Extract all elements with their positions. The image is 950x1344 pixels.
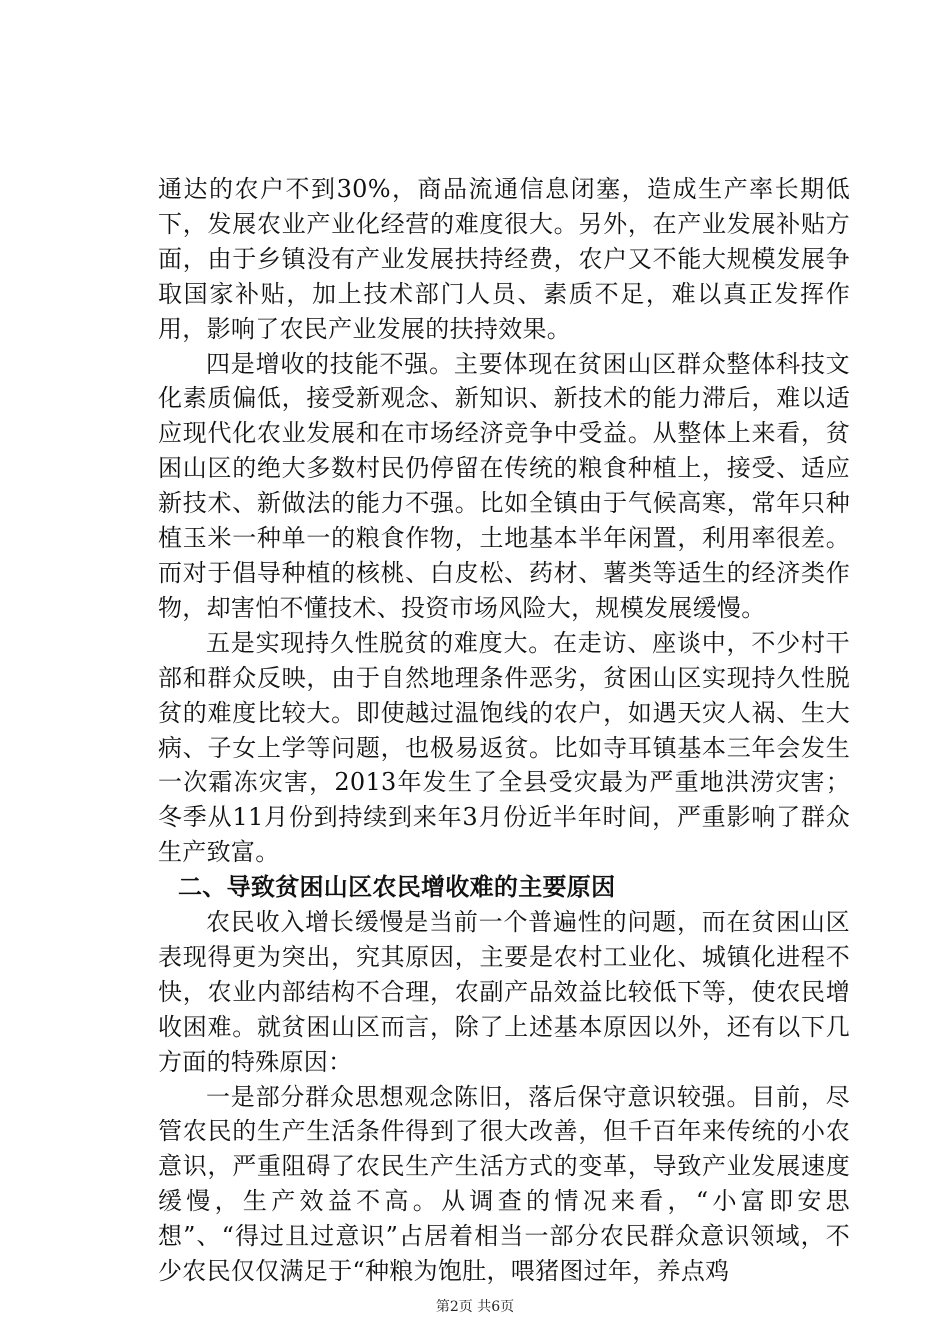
paragraph-poverty-return: 五是实现持久性脱贫的难度大。在走访、座谈中，不少村干部和群众反映，由于自然地理条件恶劣，贫困山区实现持久性脱贫的难度比较大。即使越过温饱线的农户，如遇天灾人祸、生大病、子女上学等问题，也极易返贫。比如寺耳镇基本三年会发生一次霜冻灾害，2013年发生了全县受灾最为严重地洪涝灾害；冬季从11月份到持续到来年3月份近半年时间，严重影响了群众生产致富。 <box>158 628 850 867</box>
paragraph-continuation: 通达的农户不到30%，商品流通信息闭塞，造成生产率长期低下，发展农业产业化经营的难度很大。另外，在产业发展补贴方面，由于乡镇没有产业发展扶持经费，农户又不能大规模发展争取国家补贴，加上技术部门人员、素质不足，难以真正发挥作用，影响了农民产业发展的扶持效果。 <box>158 175 850 343</box>
paragraph-skills: 四是增收的技能不强。主要体现在贫困山区群众整体科技文化素质偏低，接受新观念、新知识、新技术的能力滞后，难以适应现代化农业发展和在市场经济竞争中受益。从整体上来看，贫困山区的绝大多数村民仍停留在传统的粮食种植上，接受、适应新技术、新做法的能力不强。比如全镇由于气候高寒，常年只种植玉米一种单一的粮食作物，土地基本半年闲置，利用率很差。而对于倡导种植的核桃、白皮松、药材、薯类等适生的经济类作物，却害怕不懂技术、投资市场风险大，规模发展缓慢。 <box>158 349 850 622</box>
paragraph-reasons-intro: 农民收入增长缓慢是当前一个普遍性的问题，而在贫困山区表现得更为突出，究其原因，主要是农村工业化、城镇化进程不快，农业内部结构不合理，农副产品效益比较低下等，使农民增收困难。就贫困山区而言，除了上述基本原因以外，还有以下几方面的特殊原因： <box>158 908 850 1076</box>
page-footer: 第2页 共6页 <box>435 1299 515 1315</box>
section-heading: 二、导致贫困山区农民增收难的主要原因 <box>178 872 616 902</box>
document-body <box>158 172 850 1289</box>
paragraph-reason-one: 一是部分群众思想观念陈旧，落后保守意识较强。目前，尽管农民的生产生活条件得到了很大改善，但千百年来传统的小农意识，严重阻碍了农民生产生活方式的变革，导致产业发展速度缓慢，生产效益不高。从调查的情况来看，“小富即安思想”、“得过且过意识”占居着相当一部分农民群众意识领域，不少农民仅仅满足于“种粮为饱肚，喂猪图过年，养点鸡 <box>158 1082 850 1286</box>
